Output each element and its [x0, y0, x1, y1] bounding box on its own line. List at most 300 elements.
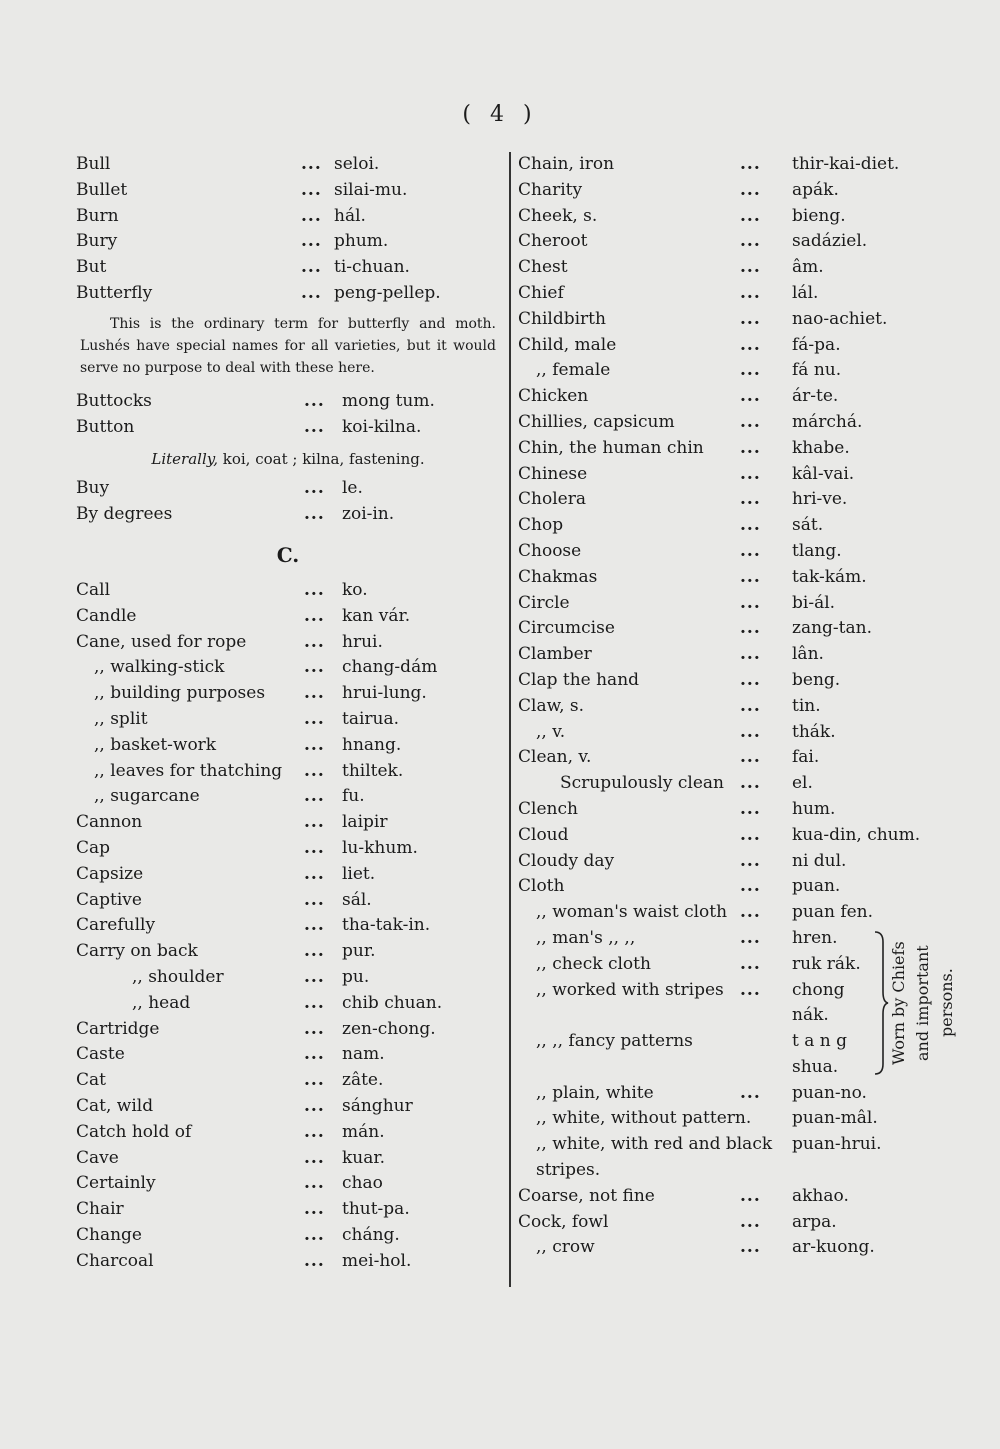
leader-dots: ... [304, 863, 325, 884]
entry-term: ,, white, with red and black stripes. [536, 1134, 773, 1181]
c-entries-list [76, 578, 500, 1275]
leader-dots: ... [304, 1224, 325, 1245]
entry-row [76, 681, 500, 707]
entry-term: Cap [76, 837, 111, 858]
entry-term: ,, plain, white [536, 1082, 654, 1103]
entry-row [76, 1068, 500, 1094]
leader-dots: ... [740, 979, 761, 1000]
entry-row [518, 462, 918, 488]
entry-translation: t a n g [792, 1031, 848, 1052]
leader-dots: ... [740, 308, 761, 329]
entry-translation: koi-kilna. [342, 416, 422, 437]
entry-term: ,, man's ,, ,, [536, 927, 636, 948]
entry-row [518, 358, 918, 384]
entry-row [518, 745, 918, 771]
entry-row [76, 1146, 500, 1172]
entry-term: Coarse, not fine [518, 1185, 655, 1206]
entry-term: Chest [518, 257, 568, 278]
entry-row [76, 862, 500, 888]
entry-translation: seloi. [334, 154, 380, 174]
entry-row [76, 1094, 500, 1120]
entry-translation: tin. [792, 695, 821, 716]
entry-row [518, 436, 918, 462]
leader-dots: ... [304, 504, 325, 525]
entry-row [76, 152, 500, 178]
leader-dots: ... [740, 566, 761, 587]
leader-dots: ... [740, 695, 761, 716]
entry-row [518, 1029, 918, 1055]
entry-translation: sánghur [342, 1095, 413, 1116]
entry-translation: hren. [792, 927, 838, 948]
entry-translation: ár-te. [792, 386, 839, 407]
leader-dots: ... [304, 734, 325, 755]
entry-translation: ni dul. [792, 850, 847, 871]
leader-dots: ... [740, 1211, 761, 1232]
entry-term: ,, v. [536, 721, 566, 742]
entry-term: Buy [76, 478, 110, 499]
entry-translation: mán. [342, 1121, 385, 1142]
leader-dots: ... [301, 205, 322, 226]
entry-term: Cloth [518, 876, 565, 897]
entry-term: ,, worked with stripes [536, 979, 724, 1000]
button-note [76, 448, 500, 470]
leader-dots: ... [740, 824, 761, 845]
entry-term: Child, male [518, 334, 617, 355]
entry-row [518, 642, 918, 668]
entry-row [76, 991, 500, 1017]
entry-row [518, 565, 918, 591]
entry-row [76, 965, 500, 991]
entry-translation: bieng. [792, 205, 846, 226]
entry-term: Butterfly [76, 282, 153, 303]
entry-translation: tairua. [342, 708, 400, 729]
leader-dots: ... [740, 721, 761, 742]
leader-dots: ... [304, 605, 325, 626]
entry-row [518, 797, 918, 823]
entry-row [518, 978, 918, 1004]
leader-dots: ... [301, 179, 322, 200]
entry-term: Chair [76, 1199, 124, 1220]
entry-row [518, 771, 918, 797]
leader-dots: ... [304, 478, 325, 499]
entry-translation: thák. [792, 721, 836, 742]
entry-translation: liet. [342, 863, 376, 884]
entry-translation: pu. [342, 966, 370, 987]
entry-row [76, 1042, 500, 1068]
leader-dots: ... [304, 683, 325, 704]
leader-dots: ... [304, 786, 325, 807]
entry-term: ,, sugarcane [94, 786, 200, 807]
leader-dots: ... [740, 463, 761, 484]
column-divider [509, 152, 511, 1287]
entry-row [76, 604, 500, 630]
entry-row [518, 720, 918, 746]
entry-row [76, 476, 500, 502]
entry-row [518, 384, 918, 410]
brace-note-line-3: persons. [937, 968, 956, 1038]
entry-translation: puan-no. [792, 1082, 867, 1103]
entry-row [518, 229, 918, 255]
entry-row [76, 178, 500, 204]
leader-dots: ... [304, 812, 325, 833]
entry-row [518, 591, 918, 617]
entry-term: ,, head [132, 992, 191, 1013]
entry-row [518, 487, 918, 513]
entry-translation: tlang. [792, 540, 842, 561]
entry-term: Cloudy day [518, 850, 615, 871]
leader-dots: ... [740, 489, 761, 510]
entry-translation: zen-chong. [342, 1018, 436, 1039]
entry-translation: ruk rák. [792, 953, 861, 974]
leader-dots: ... [740, 515, 761, 536]
entry-translation: chib chuan. [342, 992, 443, 1013]
entry-row [76, 389, 500, 415]
entry-row [518, 333, 918, 359]
entry-term: ,, building purposes [94, 683, 266, 704]
entry-translation: fá nu. [792, 360, 842, 381]
entry-translation: kan vár. [342, 605, 411, 626]
leader-dots: ... [301, 257, 322, 278]
leader-dots: ... [740, 618, 761, 639]
leader-dots: ... [304, 915, 325, 936]
entry-term: Scrupulously clean [560, 773, 724, 794]
entry-term: Cat [76, 1070, 106, 1091]
entry-translation: zoi-in. [342, 504, 395, 525]
entry-row [518, 668, 918, 694]
entry-translation: nák. [792, 1005, 829, 1026]
entry-translation: arpa. [792, 1211, 837, 1232]
entry-translation: beng. [792, 669, 841, 690]
leader-dots: ... [740, 747, 761, 768]
entry-row [518, 1184, 918, 1210]
entry-translation: fá-pa. [792, 334, 841, 355]
entry-term: Chin, the human chin [518, 437, 704, 458]
entry-translation: kuar. [342, 1147, 386, 1168]
leader-dots: ... [740, 360, 761, 381]
entry-term: Chillies, capsicum [518, 411, 675, 432]
leader-dots: ... [740, 1185, 761, 1206]
leader-dots: ... [740, 205, 761, 226]
entry-term: Cock, fowl [518, 1211, 609, 1232]
leader-dots: ... [740, 386, 761, 407]
entry-row [76, 281, 500, 307]
entry-translation: fai. [792, 747, 820, 768]
entry-row [76, 229, 500, 255]
brace-icon [873, 928, 889, 1078]
entry-row [518, 281, 918, 307]
entry-translation: sadáziel. [792, 231, 868, 252]
leader-dots: ... [304, 1044, 325, 1065]
entry-term: ,, walking-stick [94, 657, 225, 678]
entry-row [518, 1106, 918, 1132]
entry-term: But [76, 257, 107, 278]
entry-translation: hri-ve. [792, 489, 848, 510]
entry-term: ,, female [536, 360, 611, 381]
entry-row [76, 255, 500, 281]
entry-translation: fu. [342, 786, 365, 807]
entry-term: Clench [518, 798, 578, 819]
entry-term: Circumcise [518, 618, 615, 639]
entry-row [76, 939, 500, 965]
leader-dots: ... [740, 282, 761, 303]
entry-term: Bury [76, 231, 118, 252]
leader-dots: ... [304, 1070, 325, 1091]
leader-dots: ... [304, 657, 325, 678]
entry-row [76, 913, 500, 939]
entry-term: Cat, wild [76, 1095, 154, 1116]
entry-row [518, 1081, 918, 1107]
entry-translation: hrui-lung. [342, 683, 427, 704]
leader-dots: ... [740, 644, 761, 665]
entry-term: Carefully [76, 915, 156, 936]
entry-term: Cheroot [518, 231, 588, 252]
entry-translation: mong tum. [342, 390, 435, 411]
entry-translation: bi-ál. [792, 592, 836, 613]
leader-dots: ... [301, 154, 322, 174]
entry-translation: thir-kai-diet. [792, 154, 900, 174]
leader-dots: ... [304, 579, 325, 600]
entry-row [518, 823, 921, 849]
entry-translation: lu-khum. [342, 837, 418, 858]
leader-dots: ... [304, 1173, 325, 1194]
leader-dots: ... [740, 154, 761, 174]
right-column [518, 152, 921, 1261]
entry-row [518, 178, 918, 204]
entry-term: ,, white, without pattern. [536, 1108, 752, 1129]
entry-term: Chain, iron [518, 154, 615, 174]
leader-dots: ... [304, 708, 325, 729]
butterfly-note: This is the ordinary term for butterfly and moth. Lushés have special names for all varieties, but it would serve no purpose to deal with these here. [80, 315, 496, 376]
leader-dots: ... [304, 1095, 325, 1116]
entry-row [518, 539, 918, 565]
entry-row [518, 926, 918, 952]
entry-row [518, 616, 918, 642]
entry-row [76, 759, 500, 785]
entry-row [518, 874, 918, 900]
entry-translation: hrui. [342, 631, 383, 652]
entry-term: Clamber [518, 644, 592, 665]
entry-translation: zang-tan. [792, 618, 872, 639]
entry-term: ,, split [94, 708, 148, 729]
entry-translation: hnang. [342, 734, 402, 755]
entry-term: Cane, used for rope [76, 631, 247, 652]
entry-term: Candle [76, 605, 137, 626]
entry-term: ,, woman's waist cloth [536, 902, 728, 923]
entry-term: Cartridge [76, 1018, 160, 1039]
entry-term: Chakmas [518, 566, 598, 587]
entry-row [76, 502, 500, 528]
entry-translation: hum. [792, 798, 836, 819]
entry-row [518, 410, 918, 436]
entry-term: Claw, s. [518, 695, 585, 716]
leader-dots: ... [304, 1199, 325, 1220]
leader-dots: ... [740, 334, 761, 355]
entry-translation: puan-mâl. [792, 1108, 878, 1129]
leader-dots: ... [304, 390, 325, 411]
entry-term: Chinese [518, 463, 588, 484]
entry-row [518, 204, 918, 230]
entry-translation: chao [342, 1173, 383, 1194]
entry-row [76, 733, 500, 759]
leader-dots: ... [304, 416, 325, 437]
entry-translation: puan. [792, 876, 841, 897]
leader-dots: ... [304, 941, 325, 962]
entry-term: Charity [518, 179, 583, 200]
entry-translation: khabe. [792, 437, 850, 458]
entry-translation: puan-hrui. [792, 1134, 882, 1155]
leader-dots: ... [740, 179, 761, 200]
entry-row [76, 630, 500, 656]
leader-dots: ... [304, 631, 325, 652]
entry-row [76, 578, 500, 604]
leader-dots: ... [740, 669, 761, 690]
entry-row [518, 1055, 918, 1081]
entry-translation: peng-pellep. [334, 282, 441, 303]
entry-translation: laipir [342, 812, 388, 833]
entry-term: Buttocks [76, 390, 152, 411]
leader-dots: ... [304, 1018, 325, 1039]
leader-dots: ... [740, 902, 761, 923]
entry-translation: lál. [792, 282, 819, 303]
entry-row [76, 784, 500, 810]
entry-row [76, 707, 500, 733]
entry-term: Clean, v. [518, 747, 592, 768]
entry-translation: thiltek. [342, 760, 404, 781]
entry-translation: ko. [342, 579, 368, 600]
entry-term: Caste [76, 1044, 125, 1065]
entry-term: Chicken [518, 386, 589, 407]
entry-row [76, 1171, 500, 1197]
entry-row [76, 810, 500, 836]
leader-dots: ... [740, 257, 761, 278]
entry-translation: kâl-vai. [792, 463, 855, 484]
entry-translation: akhao. [792, 1185, 849, 1206]
entry-row [76, 1249, 500, 1275]
entry-term: ,, check cloth [536, 953, 651, 974]
leader-dots: ... [740, 927, 761, 948]
entry-row [76, 655, 500, 681]
entry-translation: apák. [792, 179, 839, 200]
entry-row [518, 694, 918, 720]
leader-dots: ... [301, 282, 322, 303]
entry-translation: puan fen. [792, 902, 874, 923]
entry-term: Certainly [76, 1173, 156, 1194]
entry-translation: cháng. [342, 1224, 400, 1245]
entry-row [76, 888, 500, 914]
button-note-italic: Literally, [151, 450, 218, 469]
entry-row [76, 1197, 500, 1223]
leader-dots: ... [740, 850, 761, 871]
section-letter: C. [276, 542, 300, 567]
entry-row [518, 307, 918, 333]
entry-row [518, 152, 918, 178]
entry-term: Catch hold of [76, 1121, 192, 1142]
entry-row [76, 1120, 500, 1146]
entry-term: Chop [518, 515, 564, 536]
entry-translation: thut-pa. [342, 1199, 410, 1220]
leader-dots: ... [740, 540, 761, 561]
entry-term: ,, basket-work [94, 734, 217, 755]
entry-translation: hál. [334, 205, 366, 226]
leader-dots: ... [740, 592, 761, 613]
entry-term: Change [76, 1224, 142, 1245]
entry-row [518, 900, 918, 926]
entry-term: Cholera [518, 489, 586, 510]
entry-translation: kua-din, chum. [792, 824, 921, 845]
entry-translation: sál. [342, 889, 372, 910]
entry-row [76, 1017, 500, 1043]
entry-term: Call [76, 579, 111, 600]
leader-dots: ... [304, 966, 325, 987]
entry-row [76, 836, 500, 862]
entry-translation: el. [792, 773, 813, 794]
entry-translation: chang-dám [342, 657, 438, 678]
leader-dots: ... [304, 760, 325, 781]
button-note-text: koi, coat ; kilna, fastening. [218, 450, 425, 469]
entry-term: Cannon [76, 812, 143, 833]
page-number: ( 4 ) [462, 102, 538, 127]
entry-row [518, 1003, 918, 1029]
entry-translation: âm. [792, 257, 824, 278]
entry-translation: pur. [342, 941, 376, 962]
entry-translation: nam. [342, 1044, 385, 1065]
entry-term: Button [76, 416, 135, 437]
leader-dots: ... [740, 798, 761, 819]
leader-dots: ... [304, 1250, 325, 1271]
leader-dots: ... [301, 231, 322, 252]
entry-row [518, 255, 918, 281]
entry-row [518, 849, 918, 875]
brace-note-line-2: and important [913, 945, 932, 1061]
entry-term: ,, leaves for thatching [94, 760, 283, 781]
entry-term: ,, crow [536, 1237, 595, 1258]
entry-translation: tak-kám. [792, 566, 867, 587]
entry-term: Childbirth [518, 308, 606, 329]
entry-term: Cloud [518, 824, 569, 845]
leader-dots: ... [740, 773, 761, 794]
entry-translation: sát. [792, 515, 824, 536]
entry-term: Capsize [76, 863, 144, 884]
leader-dots: ... [304, 889, 325, 910]
entry-row [518, 952, 918, 978]
entry-row [518, 513, 918, 539]
entry-translation: phum. [334, 231, 389, 252]
entry-term: Captive [76, 889, 142, 910]
entry-translation: shua. [792, 1056, 839, 1077]
entry-translation: ar-kuong. [792, 1237, 875, 1258]
entry-term: By degrees [76, 504, 173, 525]
entry-term: Chief [518, 282, 564, 303]
entry-row [76, 204, 500, 230]
entry-term: Burn [76, 205, 119, 226]
entry-term: Cheek, s. [518, 205, 598, 226]
entry-translation: silai-mu. [334, 179, 408, 200]
entry-row [518, 1210, 918, 1236]
leader-dots: ... [740, 1237, 761, 1258]
entry-term: Choose [518, 540, 582, 561]
entry-translation: chong [792, 979, 845, 1000]
leader-dots: ... [304, 1147, 325, 1168]
leader-dots: ... [740, 411, 761, 432]
leader-dots: ... [740, 437, 761, 458]
entry-term: Bull [76, 154, 111, 174]
leader-dots: ... [740, 231, 761, 252]
entry-translation: zâte. [342, 1070, 384, 1091]
leader-dots: ... [304, 1121, 325, 1142]
entry-term: Carry on back [76, 941, 198, 962]
entry-row [518, 1235, 918, 1261]
entry-term: Cave [76, 1147, 119, 1168]
